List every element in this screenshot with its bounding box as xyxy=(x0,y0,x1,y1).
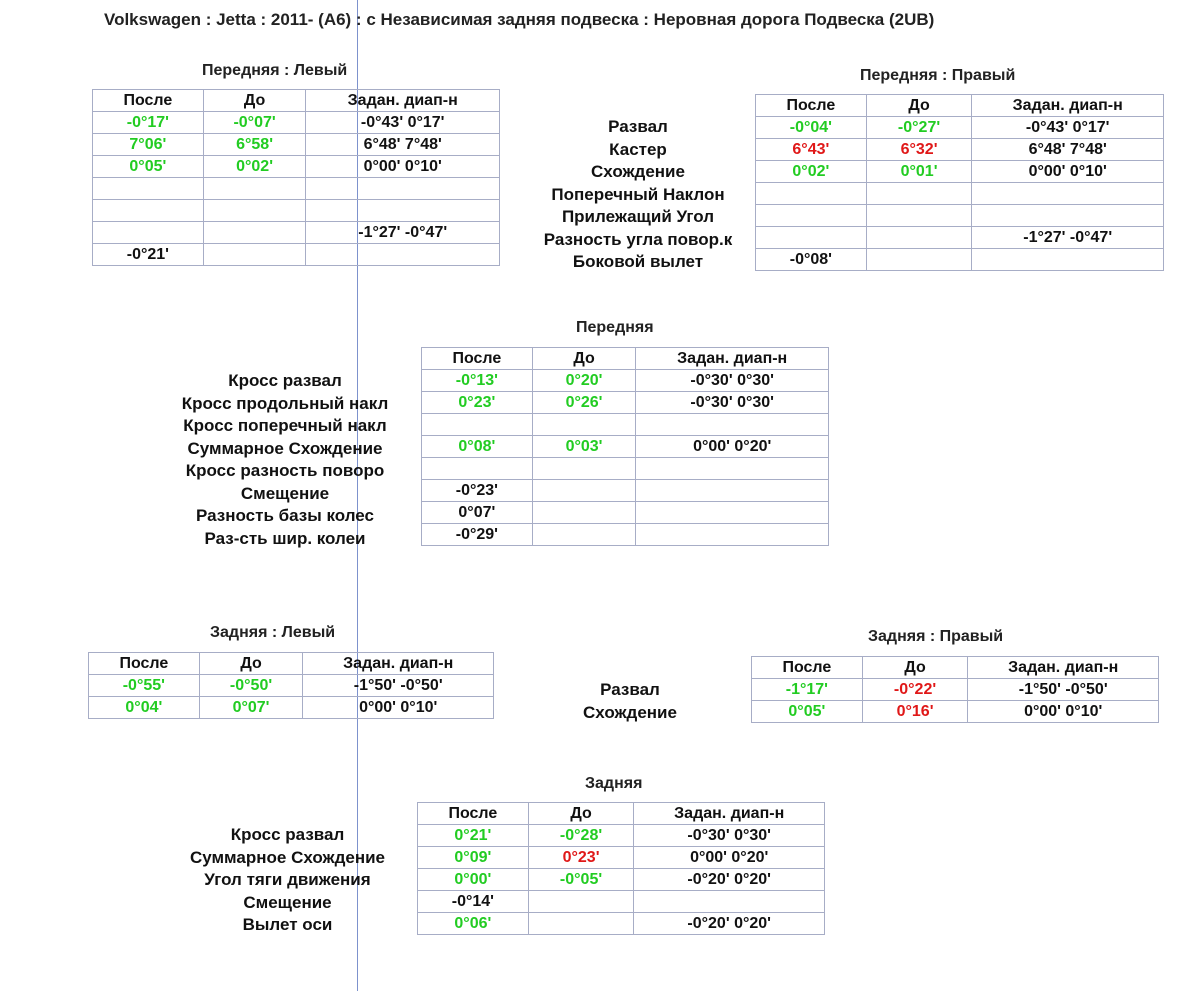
after-value: -0°21' xyxy=(93,244,204,266)
report-title: Volkswagen : Jetta : 2011- (A6) : с Независимая задняя подвеска : Неровная дорога Подвеска (2UB) xyxy=(104,10,935,29)
table-row xyxy=(422,392,829,414)
before-value xyxy=(532,458,636,480)
range-value xyxy=(306,200,500,222)
col-after-header: После xyxy=(89,653,200,675)
range-value: -0°20' 0°20' xyxy=(634,913,825,935)
before-value xyxy=(532,502,636,524)
rear-left-title: Задняя : Левый xyxy=(210,624,336,641)
before-value: -0°22' xyxy=(862,679,968,701)
range-value: 0°00' 0°10' xyxy=(306,156,500,178)
after-value xyxy=(756,205,867,227)
table-header-row xyxy=(422,348,829,370)
measurement-label: Суммарное Схождение xyxy=(187,438,383,458)
after-value: -0°17' xyxy=(93,112,204,134)
after-value: 6°43' xyxy=(756,139,867,161)
table-row xyxy=(422,436,829,458)
after-value xyxy=(756,183,867,205)
after-value: -0°14' xyxy=(418,891,529,913)
before-value: -0°28' xyxy=(528,825,634,847)
table-row xyxy=(93,134,500,156)
before-value: 6°58' xyxy=(203,134,306,156)
table-row xyxy=(422,524,829,546)
col-after-header: После xyxy=(418,803,529,825)
table-row xyxy=(418,869,825,891)
range-value: 6°48' 7°48' xyxy=(972,139,1164,161)
before-value xyxy=(203,222,306,244)
after-value: 0°23' xyxy=(422,392,533,414)
table-row xyxy=(756,205,1164,227)
range-value: 0°00' 0°10' xyxy=(972,161,1164,183)
before-value: -0°07' xyxy=(203,112,306,134)
after-value xyxy=(422,458,533,480)
measurement-label: Разность базы колес xyxy=(196,506,374,525)
range-value xyxy=(634,891,825,913)
range-value: -1°27' -0°47' xyxy=(972,227,1164,249)
measurement-label: Поперечный Наклон xyxy=(551,184,725,204)
range-value xyxy=(636,458,829,480)
table-header-row xyxy=(93,90,500,112)
range-value: -0°43' 0°17' xyxy=(306,112,500,134)
before-value xyxy=(203,244,306,266)
range-value xyxy=(636,524,829,546)
measurement-label: Развал xyxy=(608,117,668,136)
after-value: 0°00' xyxy=(418,869,529,891)
after-value: 0°04' xyxy=(89,697,200,719)
after-value: -0°23' xyxy=(422,480,533,502)
table-row xyxy=(93,178,500,200)
rear-cross-labels xyxy=(160,824,415,937)
table-row xyxy=(93,112,500,134)
col-after-header: После xyxy=(756,95,867,117)
table-row xyxy=(752,701,1159,723)
table-row xyxy=(756,161,1164,183)
range-value xyxy=(636,480,829,502)
after-value xyxy=(422,414,533,436)
table-row xyxy=(93,200,500,222)
range-value: 0°00' 0°10' xyxy=(303,697,494,719)
range-value xyxy=(636,502,829,524)
front-left-title: Передняя : Левый xyxy=(202,62,348,79)
front-right-title: Передняя : Правый xyxy=(860,67,1016,84)
rear-title: Задняя xyxy=(585,775,643,792)
after-value: -0°55' xyxy=(89,675,200,697)
rear-measure-labels xyxy=(555,679,705,724)
measurement-label: Смещение xyxy=(240,483,330,503)
before-value: 0°23' xyxy=(528,847,634,869)
range-value xyxy=(972,205,1164,227)
before-value xyxy=(528,913,634,935)
col-after-header: После xyxy=(93,90,204,112)
before-value xyxy=(203,178,306,200)
col-range-header: Задан. диап-н xyxy=(306,90,500,112)
range-value: 6°48' 7°48' xyxy=(306,134,500,156)
range-value: -1°50' -0°50' xyxy=(303,675,494,697)
front-measure-labels xyxy=(513,116,763,274)
measurement-label: Схождение xyxy=(583,702,677,722)
table-row xyxy=(422,502,829,524)
after-value: 0°08' xyxy=(422,436,533,458)
rear-table xyxy=(417,802,825,935)
col-before-header: До xyxy=(203,90,306,112)
range-value: -0°20' 0°20' xyxy=(634,869,825,891)
measurement-label: Схождение xyxy=(591,162,685,181)
table-row xyxy=(422,458,829,480)
measurement-label: Кросс разность поворо xyxy=(185,461,385,480)
measurement-label: Вылет оси xyxy=(242,915,333,934)
after-value xyxy=(93,178,204,200)
after-value: -0°08' xyxy=(756,249,867,271)
table-row xyxy=(752,679,1159,701)
range-value xyxy=(306,244,500,266)
table-header-row xyxy=(756,95,1164,117)
table-row xyxy=(756,227,1164,249)
col-before-header: До xyxy=(532,348,636,370)
rear-right-title: Задняя : Правый xyxy=(868,628,1004,645)
range-value: -0°30' 0°30' xyxy=(636,370,829,392)
range-value xyxy=(972,183,1164,205)
measurement-label: Боковой вылет xyxy=(572,252,704,271)
range-value: -1°50' -0°50' xyxy=(968,679,1159,701)
before-value xyxy=(866,227,972,249)
front-title: Передняя xyxy=(576,319,654,336)
table-header-row xyxy=(418,803,825,825)
table-row xyxy=(93,244,500,266)
col-range-header: Задан. диап-н xyxy=(968,657,1159,679)
before-value: 0°07' xyxy=(199,697,303,719)
after-value xyxy=(93,200,204,222)
after-value: 0°21' xyxy=(418,825,529,847)
table-row xyxy=(89,697,494,719)
table-row xyxy=(422,370,829,392)
before-value: -0°50' xyxy=(199,675,303,697)
after-value: 0°07' xyxy=(422,502,533,524)
range-value: -0°30' 0°30' xyxy=(634,825,825,847)
after-value xyxy=(93,222,204,244)
after-value: 0°06' xyxy=(418,913,529,935)
range-value: -0°30' 0°30' xyxy=(636,392,829,414)
table-header-row xyxy=(752,657,1159,679)
front-table xyxy=(421,347,829,546)
before-value xyxy=(866,249,972,271)
after-value: 0°05' xyxy=(93,156,204,178)
before-value: -0°27' xyxy=(866,117,972,139)
table-row xyxy=(93,156,500,178)
measurement-label: Кросс поперечный накл xyxy=(183,416,387,435)
measurement-label: Суммарное Схождение xyxy=(189,847,386,867)
col-range-header: Задан. диап-н xyxy=(303,653,494,675)
measurement-label: Смещение xyxy=(243,892,332,912)
measurement-label: Кросс продольный накл xyxy=(181,393,389,413)
range-value: 0°00' 0°10' xyxy=(968,701,1159,723)
measurement-label: Прилежащий Угол xyxy=(561,207,715,226)
before-value: 0°03' xyxy=(532,436,636,458)
front-cross-labels xyxy=(150,370,420,550)
measurement-label: Кросс развал xyxy=(230,825,345,844)
table-row xyxy=(93,222,500,244)
table-row xyxy=(89,675,494,697)
before-value: 0°01' xyxy=(866,161,972,183)
after-value: -0°04' xyxy=(756,117,867,139)
before-value xyxy=(532,480,636,502)
col-range-header: Задан. диап-н xyxy=(972,95,1164,117)
front-left-table xyxy=(92,89,500,266)
range-value: -0°43' 0°17' xyxy=(972,117,1164,139)
before-value: 0°16' xyxy=(862,701,968,723)
measurement-label: Раз-сть шир. колеи xyxy=(204,528,366,548)
after-value: 7°06' xyxy=(93,134,204,156)
col-range-header: Задан. диап-н xyxy=(636,348,829,370)
col-before-header: До xyxy=(862,657,968,679)
range-value xyxy=(636,414,829,436)
measurement-label: Кастер xyxy=(609,139,667,159)
col-after-header: После xyxy=(752,657,863,679)
before-value xyxy=(203,200,306,222)
col-before-header: До xyxy=(528,803,634,825)
table-header-row xyxy=(89,653,494,675)
front-right-table xyxy=(755,94,1164,271)
before-value xyxy=(866,183,972,205)
after-value: 0°05' xyxy=(752,701,863,723)
before-value: 0°02' xyxy=(203,156,306,178)
table-row xyxy=(418,891,825,913)
before-value xyxy=(528,891,634,913)
col-range-header: Задан. диап-н xyxy=(634,803,825,825)
measurement-label: Угол тяги движения xyxy=(204,870,371,889)
range-value: 0°00' 0°20' xyxy=(634,847,825,869)
after-value: 0°02' xyxy=(756,161,867,183)
before-value xyxy=(532,414,636,436)
col-after-header: После xyxy=(422,348,533,370)
after-value: -0°13' xyxy=(422,370,533,392)
range-value: -1°27' -0°47' xyxy=(306,222,500,244)
measurement-label: Развал xyxy=(600,680,660,699)
col-before-header: До xyxy=(199,653,303,675)
table-row xyxy=(422,480,829,502)
table-row xyxy=(756,117,1164,139)
after-value: 0°09' xyxy=(418,847,529,869)
after-value: -0°29' xyxy=(422,524,533,546)
table-row xyxy=(418,847,825,869)
before-value xyxy=(866,205,972,227)
table-row xyxy=(756,183,1164,205)
after-value xyxy=(756,227,867,249)
range-value: 0°00' 0°20' xyxy=(636,436,829,458)
before-value: 0°20' xyxy=(532,370,636,392)
table-row xyxy=(756,249,1164,271)
col-before-header: До xyxy=(866,95,972,117)
table-row xyxy=(422,414,829,436)
before-value xyxy=(532,524,636,546)
table-row xyxy=(418,825,825,847)
measurement-label: Разность угла повор.к xyxy=(543,229,733,249)
after-value: -1°17' xyxy=(752,679,863,701)
before-value: 0°26' xyxy=(532,392,636,414)
table-row xyxy=(418,913,825,935)
measurement-label: Кросс развал xyxy=(228,371,342,390)
rear-left-table xyxy=(88,652,494,719)
rear-right-table xyxy=(751,656,1159,723)
table-row xyxy=(756,139,1164,161)
range-value xyxy=(306,178,500,200)
range-value xyxy=(972,249,1164,271)
before-value: 6°32' xyxy=(866,139,972,161)
before-value: -0°05' xyxy=(528,869,634,891)
